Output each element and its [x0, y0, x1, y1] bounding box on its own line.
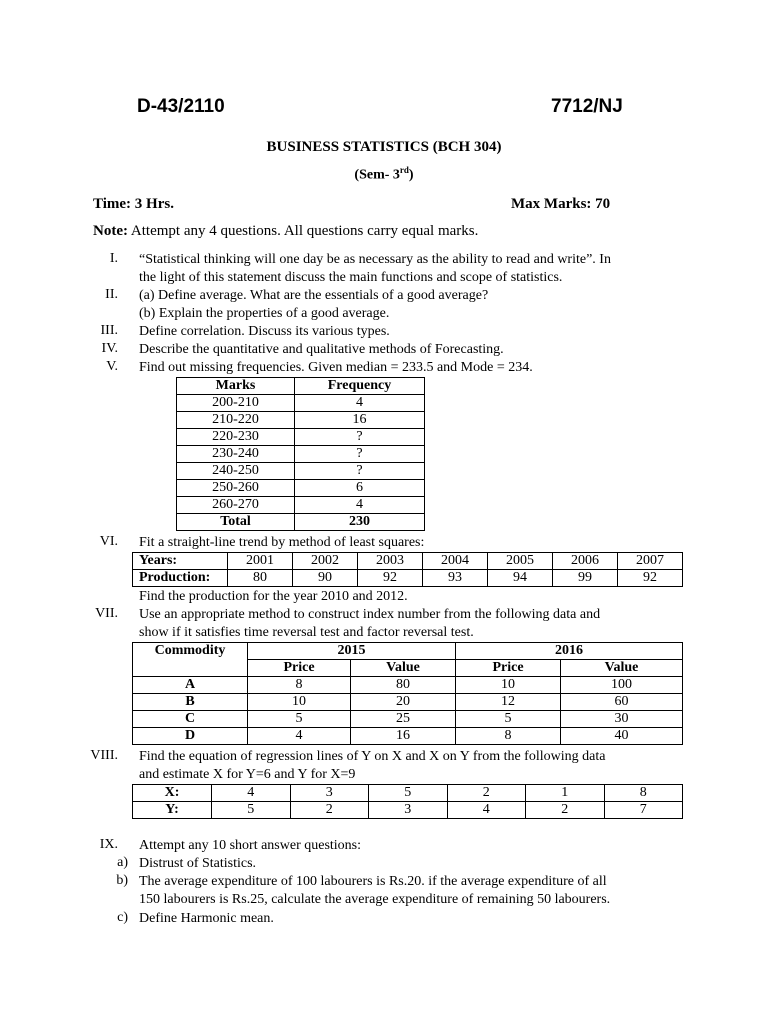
- subquestion-label: c): [117, 910, 128, 925]
- table-row: B 10 20 12 60: [133, 694, 683, 711]
- exam-code: 7712/NJ: [551, 96, 623, 117]
- paper-title: BUSINESS STATISTICS (BCH 304): [266, 139, 502, 155]
- table-header-row: Commodity 2015 2016: [133, 643, 683, 660]
- subquestion-label: b): [116, 873, 128, 888]
- subquestion-text: The average expenditure of 100 labourers is Rs.20. if the average expenditure of all 150 labourers is Rs.25, calculate the average expenditure of remaining 50 labourers.: [139, 874, 611, 907]
- subquestion-text: Define Harmonic mean.: [139, 911, 274, 926]
- table-row: 250-260 6: [177, 480, 425, 497]
- table-row: 230-240 ?: [177, 446, 425, 463]
- trend-table: [132, 552, 683, 587]
- question-number: I.: [109, 251, 118, 266]
- index-number-table: [132, 642, 683, 745]
- table-row: C 5 25 5 30: [133, 711, 683, 728]
- max-marks: Max Marks: 70: [511, 196, 611, 212]
- question-number: III.: [100, 323, 118, 338]
- question-text: Describe the quantitative and qualitative methods of Forecasting.: [139, 342, 504, 357]
- question-text: (a) Define average. What are the essentials of a good average? (b) Explain the properties of a good average.: [139, 288, 489, 321]
- table-row: 200-210 4: [177, 395, 425, 412]
- question-number: IX.: [99, 837, 118, 852]
- table-row: 220-230 ?: [177, 429, 425, 446]
- question-text: “Statistical thinking will one day be as necessary as the ability to read and write”. In the light of this statement discuss the main functions and scope of statistics.: [139, 252, 611, 285]
- question-text: Define correlation. Discuss its various types.: [139, 324, 390, 339]
- table-header-row: Marks Frequency: [177, 378, 425, 395]
- table-row: X: 4 3 5 2 1 8: [133, 785, 683, 802]
- table-row: Y: 5 2 3 4 2 7: [133, 802, 683, 819]
- subquestion-text: Distrust of Statistics.: [139, 856, 257, 871]
- note: Note: Attempt any 4 questions. All questions carry equal marks.: [93, 223, 479, 239]
- table-row: A 8 80 10 100: [133, 677, 683, 694]
- frequency-table: [176, 377, 425, 531]
- question-number: VI.: [99, 534, 118, 549]
- table-row: 240-250 ?: [177, 463, 425, 480]
- paper-code: D-43/2110: [137, 96, 225, 117]
- question-number: VII.: [95, 606, 118, 621]
- regression-table: [132, 784, 683, 819]
- question-number: V.: [106, 359, 118, 374]
- table-row: Years: 2001 2002 2003 2004 2005 2006 2007: [133, 553, 683, 570]
- table-total-row: Total 230: [177, 514, 425, 531]
- question-text: Attempt any 10 short answer questions:: [139, 838, 362, 853]
- table-row: D 4 16 8 40: [133, 728, 683, 745]
- question-text: Find out missing frequencies. Given median = 233.5 and Mode = 234.: [139, 360, 533, 375]
- question-text: Find the equation of regression lines of Y on X and X on Y from the following data and estimate X for Y=6 and Y for X=9: [139, 749, 606, 782]
- time-allowed: Time: 3 Hrs.: [93, 196, 174, 212]
- table-row: 260-270 4: [177, 497, 425, 514]
- subquestion-label: a): [117, 855, 128, 870]
- question-text: Use an appropriate method to construct index number from the following data and show if it satisfies time reversal test and factor reversal test.: [139, 607, 601, 640]
- semester: (Sem- 3rd): [354, 165, 414, 183]
- question-number: II.: [105, 287, 118, 302]
- question-text: Find the production for the year 2010 and 2012.: [139, 589, 408, 604]
- table-row: 210-220 16: [177, 412, 425, 429]
- question-number: VIII.: [90, 748, 118, 763]
- table-row: Production: 80 90 92 93 94 99 92: [133, 570, 683, 587]
- table-header-row: Price Value Price Value: [133, 660, 683, 677]
- question-number: IV.: [101, 341, 118, 356]
- question-text: Fit a straight-line trend by method of least squares:: [139, 535, 425, 550]
